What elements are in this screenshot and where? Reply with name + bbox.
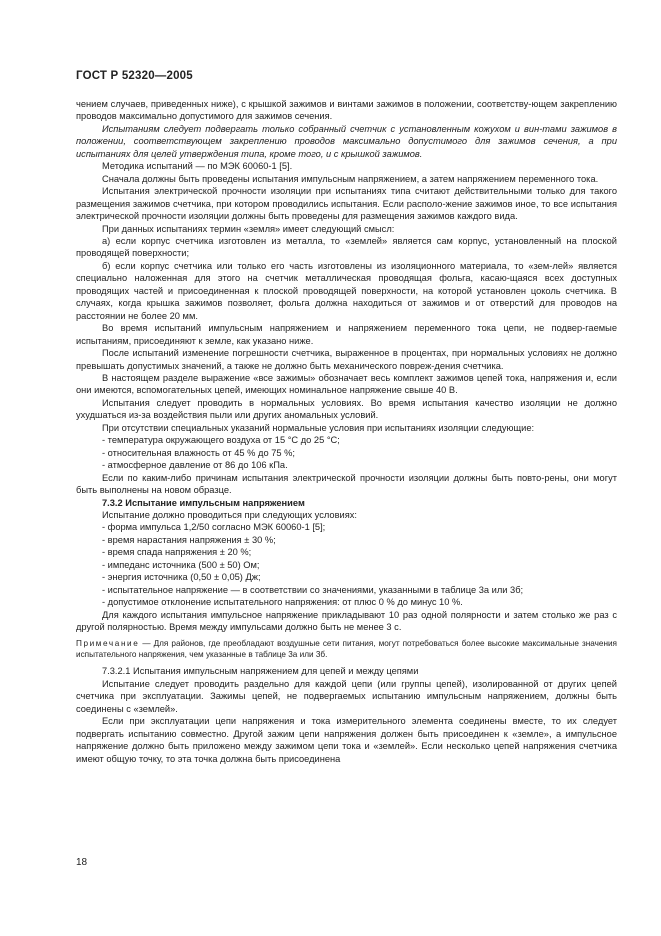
paragraph: 7.3.2.1 Испытания импульсным напряжением для цепей и между цепями — [102, 666, 419, 677]
document-body — [76, 98, 617, 765]
paragraph: Методика испытаний — по МЭК 60060-1 [5]. — [102, 161, 293, 172]
paragraph: б) если корпус счетчика или только его часть изготовлены из изоляционного материала, то «зем-лей» является специально наложенная для этого на счетчик металлическая проводящая фольга, касаю-щаяся всех доступных проводящих частей и присоединенная к плоской проводящей поверхности, на которой установлен цоколь счетчика. В случаях, когда крышка зажимов позволяет, фольга должна находиться от зажимов и от отверстий для проводов на расстоянии не более 20 мм. — [76, 260, 617, 321]
paragraph: При данных испытаниях термин «земля» имеет следующий смысл: — [102, 223, 395, 234]
paragraph: В настоящем разделе выражение «все зажимы» обозначает весь комплект зажимов цепей тока, напряжения и, если они имеются, вспомогательных цепей, имеющих номинальное напряжение свыше 40 В. — [76, 372, 617, 396]
paragraph: а) если корпус счетчика изготовлен из металла, то «землей» является сам корпус, установленный на плоской проводящей поверхности; — [76, 235, 617, 259]
note-text: — Для районов, где преобладают воздушные сети питания, могут потребоваться более высокие максимальные значения испытательного напряжения, чем указанные в таблице 3а или 3б. — [76, 639, 617, 660]
paragraph: - импеданс источника (500 ± 50) Ом; — [102, 559, 260, 570]
paragraph: Сначала должны быть проведены испытания импульсным напряжением, а затем напряжением переменного тока. — [102, 173, 599, 184]
paragraph: - атмосферное давление от 86 до 106 кПа. — [102, 460, 288, 471]
paragraph: - испытательное напряжение — в соответствии со значениями, указанными в таблице 3а или 3б; — [102, 584, 524, 595]
paragraph: Испытание следует проводить раздельно для каждой цепи (или группы цепей), изолированной от других цепей счетчика при эксплуатации. Зажимы цепей, не подвергаемых испытанию импульсным напряжением, должны быть соединены с «землей». — [76, 678, 617, 714]
paragraph: - форма импульса 1,2/50 согласно МЭК 60060-1 [5]; — [102, 522, 326, 533]
paragraph: Если при эксплуатации цепи напряжения и тока измерительного элемента соединены вместе, то их следует подвергать испытанию совместно. Другой зажим цепи напряжения должен быть присоединен к «земле», а импульсное напряжение должно быть приложено между зажимом цепи тока и «землей». Если несколько цепей напряжения счетчика имеют общую точку, то эта точка должна быть присоединена — [76, 716, 617, 764]
paragraph: - относительная влажность от 45 % до 75 %; — [102, 447, 295, 458]
paragraph: - допустимое отклонение испытательного напряжения: от плюс 0 % до минус 10 %. — [102, 597, 463, 608]
paragraph: 7.3.2 Испытание импульсным напряжением — [102, 497, 305, 508]
paragraph: Для каждого испытания импульсное напряжение прикладывают 10 раз одной полярности и затем столько же раз с другой полярностью. Время между импульсами должно быть не менее 3 с. — [76, 609, 617, 633]
subsection-paragraphs — [76, 665, 617, 765]
paragraph: - время спада напряжения ± 20 %; — [102, 547, 252, 558]
document-header: ГОСТ Р 52320—2005 — [76, 70, 193, 82]
paragraph: - время нарастания напряжения ± 30 %; — [102, 534, 276, 545]
paragraph: Во время испытаний импульсным напряжением и напряжением переменного тока цепи, не подвер-гаемые испытаниям, присоединяют к земле, как указано ниже. — [76, 323, 617, 346]
paragraph: После испытаний изменение погрешности счетчика, выраженное в процентах, при нормальных условиях не должно превышать допустимых значений, а также не должно быть механического повреж-дения счетчика. — [76, 348, 617, 371]
section-paragraphs — [76, 98, 617, 633]
paragraph: Испытаниям следует подвергать только собранный счетчик с установленным кожухом и вин-тами зажимов в положении, соответствующем закреплению проводов максимально допустимого для зажимов сечения, а при испытаниях для целей утверждения типа, кроме того, и с крышкой зажимов. — [76, 123, 617, 159]
paragraph: При отсутствии специальных указаний нормальные условия при испытаниях изоляции следующие: — [102, 422, 535, 433]
paragraph: Испытание должно проводиться при следующих условиях: — [102, 509, 357, 520]
note-paragraph — [76, 638, 617, 660]
paragraph: - энергия источника (0,50 ± 0,05) Дж; — [102, 572, 261, 583]
paragraph: Испытания электрической прочности изоляции при испытаниях типа считают действительными только для такого размещения зажимов счетчика, при котором проводились испытания. Если располо-жение зажимов иное, то все испытания электрической прочности изоляции должны быть проведены для размещения зажимов каждого вида. — [76, 186, 617, 222]
paragraph: чением случаев, приведенных ниже), с крышкой зажимов и винтами зажимов в положении, соответству-ющем закреплению проводов максимально допустимого для зажимов сечения. — [76, 99, 617, 122]
page-number: 18 — [76, 857, 88, 868]
paragraph: Если по каким-либо причинам испытания электрической прочности изоляции должны быть повто-рены, они могут быть выполнены на новом образце. — [76, 472, 617, 496]
paragraph: Испытания следует проводить в нормальных условиях. Во время испытания качество изоляции не должно ухудшаться из-за воздействия пыли или других аномальных условий. — [76, 397, 617, 421]
paragraph: - температура окружающего воздуха от 15 °С до 25 °С; — [102, 435, 340, 446]
note-label: Примечание — [76, 639, 140, 649]
